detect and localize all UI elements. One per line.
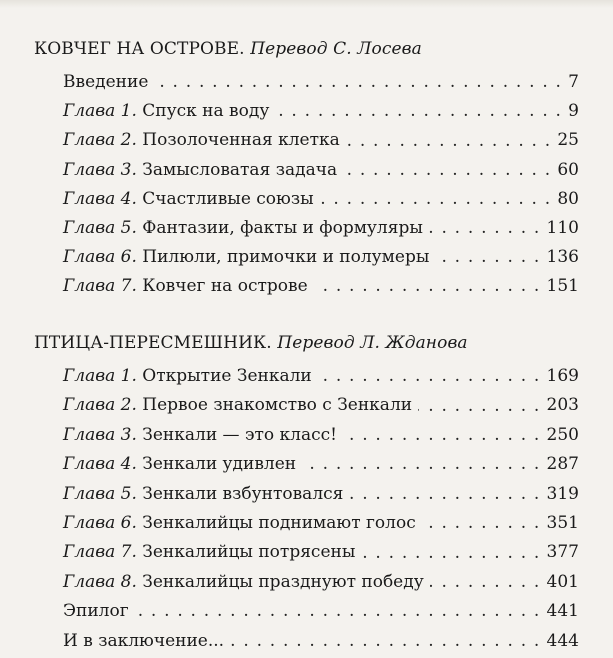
toc-entry-label bbox=[63, 97, 269, 126]
toc-entry-page: 444 bbox=[546, 630, 579, 651]
toc-entry-title: Зенкали удивлен bbox=[142, 454, 297, 475]
section-heading bbox=[34, 36, 579, 62]
toc-entry-label bbox=[63, 480, 343, 509]
toc-entry-chapter-2 bbox=[34, 391, 579, 420]
toc-leader-dots bbox=[275, 103, 562, 120]
toc-entry-page: 401 bbox=[546, 571, 579, 592]
toc-entry-label bbox=[63, 450, 296, 479]
toc-entry-title: Первое знакомство с Зенкали bbox=[142, 395, 413, 416]
toc-entry-title: Позолоченная клетка bbox=[142, 130, 340, 151]
section-heading bbox=[34, 330, 579, 356]
toc-entry-conclusion bbox=[34, 627, 579, 656]
toc-entry-chapter: Глава 8. bbox=[63, 571, 137, 592]
toc-entry-title: Фантазии, факты и формуляры bbox=[142, 217, 423, 238]
toc-entry-page: 351 bbox=[546, 512, 579, 533]
toc-entry-label bbox=[63, 362, 312, 391]
toc-entry-page: 136 bbox=[546, 247, 579, 268]
toc-entry-chapter: Глава 1. bbox=[63, 101, 137, 122]
toc-entry-label bbox=[63, 185, 314, 214]
toc-leader-dots bbox=[346, 132, 552, 149]
toc-entry-title: Зенкалийцы потрясены bbox=[142, 542, 356, 563]
toc-entry-page: 60 bbox=[557, 159, 579, 180]
toc-leader-dots bbox=[302, 456, 540, 473]
toc-leader-dots bbox=[314, 278, 541, 295]
toc-entry-chapter: Глава 3. bbox=[63, 424, 137, 445]
toc-entry-chapter-6 bbox=[34, 509, 579, 538]
toc-entry-page: 441 bbox=[546, 601, 579, 622]
toc-leader-dots bbox=[230, 633, 540, 650]
toc-entry-chapter: Глава 6. bbox=[63, 247, 137, 268]
toc-section-mockingbird bbox=[34, 330, 579, 656]
toc-entry-page: 319 bbox=[546, 483, 579, 504]
toc-entry-chapter-3 bbox=[34, 156, 579, 185]
toc-entry-title: Зенкалийцы поднимают голос bbox=[142, 512, 416, 533]
toc-entry-label bbox=[63, 126, 340, 155]
toc-entry-label bbox=[63, 243, 429, 272]
toc-entry-title: Введение bbox=[63, 72, 149, 92]
toc-entry-chapter: Глава 2. bbox=[63, 395, 137, 416]
toc-entry-chapter: Глава 5. bbox=[63, 483, 137, 504]
toc-entry-title: Спуск на воду bbox=[142, 101, 270, 122]
toc-entry-chapter: Глава 7. bbox=[63, 542, 137, 563]
toc-entry-chapter: Глава 5. bbox=[63, 217, 137, 238]
toc-entry-page: 287 bbox=[546, 454, 579, 475]
toc-entry-label bbox=[63, 272, 308, 301]
toc-entry-label bbox=[63, 509, 416, 538]
toc-entry-page: 7 bbox=[568, 72, 579, 92]
toc-entry-title: Пилюли, примочки и полумеры bbox=[142, 247, 430, 268]
toc-entry-chapter-4 bbox=[34, 450, 579, 479]
toc-entry-title: Зенкали взбунтовался bbox=[142, 483, 344, 504]
section-title: ПТИЦА-ПЕРЕСМЕШНИК. bbox=[34, 333, 272, 353]
toc-entry-label bbox=[63, 421, 337, 450]
toc-entry-title: И в заключение... bbox=[63, 630, 225, 651]
toc-leader-dots bbox=[343, 427, 541, 444]
toc-list bbox=[34, 362, 579, 656]
toc-leader-dots bbox=[135, 603, 541, 620]
toc-entry-chapter-7 bbox=[34, 538, 579, 567]
toc-entry-chapter-1 bbox=[34, 97, 579, 126]
toc-entry-label bbox=[63, 68, 148, 97]
toc-leader-dots bbox=[418, 398, 540, 415]
toc-entry-page: 25 bbox=[557, 130, 579, 151]
toc-entry-label bbox=[63, 597, 129, 626]
toc-entry-title: Зенкалийцы празднуют победу bbox=[142, 571, 424, 592]
toc-entry-chapter: Глава 4. bbox=[63, 454, 137, 475]
toc-leader-dots bbox=[349, 486, 540, 503]
toc-leader-dots bbox=[320, 191, 552, 208]
toc-entry-page: 169 bbox=[546, 366, 579, 386]
toc-leader-dots bbox=[435, 249, 540, 266]
toc-leader-dots bbox=[422, 515, 541, 532]
toc-entry-chapter-4 bbox=[34, 185, 579, 214]
toc-list bbox=[34, 68, 579, 302]
toc-entry-label bbox=[63, 627, 224, 656]
toc-entry-chapter: Глава 1. bbox=[63, 366, 137, 386]
toc-entry-chapter-7 bbox=[34, 272, 579, 301]
toc-entry-label bbox=[63, 214, 423, 243]
toc-entry-chapter-6 bbox=[34, 243, 579, 272]
toc-entry-chapter: Глава 2. bbox=[63, 130, 137, 151]
toc-entry-chapter-1 bbox=[34, 362, 579, 391]
toc-entry-label bbox=[63, 391, 412, 420]
toc-entry-title: Зенкали — это класс! bbox=[142, 424, 337, 445]
toc-leader-dots bbox=[154, 74, 562, 91]
toc-entry-chapter: Глава 6. bbox=[63, 512, 137, 533]
toc-entry-page: 9 bbox=[568, 101, 579, 122]
toc-leader-dots bbox=[318, 368, 541, 385]
toc-entry-chapter-5 bbox=[34, 214, 579, 243]
toc-entry-chapter-8 bbox=[34, 568, 579, 597]
toc-entry-label bbox=[63, 538, 355, 567]
toc-entry-title: Эпилог bbox=[63, 601, 129, 622]
toc-leader-dots bbox=[429, 220, 541, 237]
toc-entry-chapter-3 bbox=[34, 421, 579, 450]
toc-leader-dots bbox=[343, 162, 551, 179]
toc-entry-label bbox=[63, 568, 424, 597]
section-translator: Перевод С. Лосева bbox=[250, 39, 422, 59]
toc-entry-chapter-5 bbox=[34, 480, 579, 509]
toc-entry-introduction bbox=[34, 68, 579, 97]
toc-entry-page: 80 bbox=[557, 188, 579, 209]
toc-leader-dots bbox=[430, 574, 541, 591]
section-translator: Перевод Л. Жданова bbox=[277, 333, 468, 353]
toc-entry-title: Замысловатая задача bbox=[142, 159, 338, 180]
toc-entry-chapter-2 bbox=[34, 126, 579, 155]
toc-entry-label bbox=[63, 156, 337, 185]
toc-entry-chapter: Глава 7. bbox=[63, 276, 137, 297]
page-top-shadow bbox=[0, 0, 613, 8]
toc-entry-page: 110 bbox=[546, 217, 579, 238]
toc-entry-page: 377 bbox=[546, 542, 579, 563]
toc-leader-dots bbox=[361, 545, 540, 562]
toc-entry-title: Счастливые союзы bbox=[142, 188, 314, 209]
toc-entry-title: Ковчег на острове bbox=[142, 276, 308, 297]
toc-entry-page: 151 bbox=[546, 276, 579, 297]
toc-entry-page: 203 bbox=[546, 395, 579, 416]
toc-section-ark-on-the-island bbox=[34, 36, 579, 302]
toc-entry-chapter: Глава 3. bbox=[63, 159, 137, 180]
toc-entry-title: Открытие Зенкали bbox=[142, 366, 312, 386]
section-title: КОВЧЕГ НА ОСТРОВЕ. bbox=[34, 39, 245, 59]
toc-entry-page: 250 bbox=[546, 424, 579, 445]
toc-entry-epilogue bbox=[34, 597, 579, 626]
toc-entry-chapter: Глава 4. bbox=[63, 188, 137, 209]
